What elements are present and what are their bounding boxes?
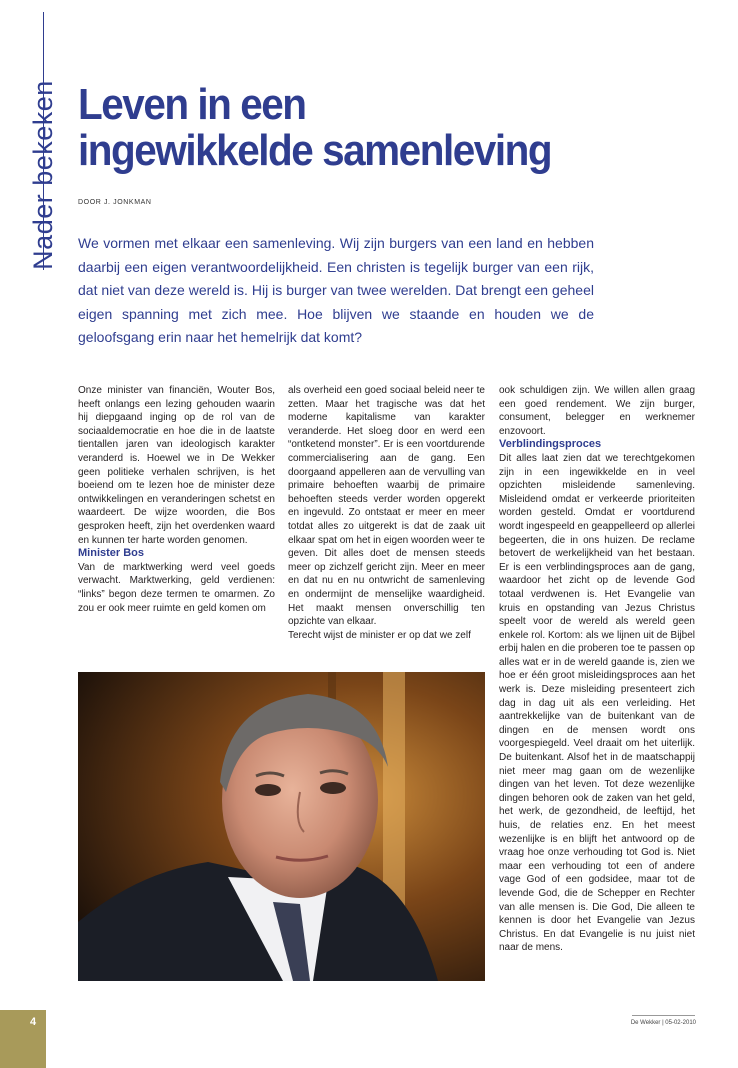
subheading-verblindingsproces: Verblindingsproces <box>499 438 602 451</box>
text-column-2 <box>288 384 485 642</box>
publication-footer: De Wekker | 05-02-2010 <box>630 1020 696 1026</box>
portrait-photo <box>78 672 485 981</box>
portrait-illustration <box>78 672 485 981</box>
body-paragraph: Van de marktwerking werd veel goeds verwacht. Marktwerking, geld verdienen: “links” begon deze termen te omarmen. Zo zou er ook meer ruimte en geld komen om <box>78 561 275 614</box>
subheading-minister-bos: Minister Bos <box>78 547 145 560</box>
byline: DOOR J. JONKMAN <box>78 199 152 206</box>
page-number: 4 <box>30 1016 37 1028</box>
footer-divider <box>632 1015 695 1016</box>
body-paragraph: ook schuldigen zijn. We willen allen graag een goed rendement. We zijn burger, consument, belegger en werknemer enzovoort. <box>499 385 695 437</box>
body-paragraph: als overheid een goed sociaal beleid neer te zetten. Maar het tragische was dat het moderne kapitalisme van karakter veranderde. Het sloeg door en werd een “ontketend monster”. Er is een voortdurende commercialisering aan de gang. Een doorgaand appelleren aan de vervulling van primaire behoeften waarbij de primaire behoeften steeds verder worden opgerekt en ingevuld. Zo ontstaat er meer en meer totdat alles zo uitgerekt is dat de zaak uit elkaar spat om het in eigen woorden weer te geven. Dit alles doet de mensen steeds meer op zichzelf gericht zijn. Meer en meer en dat nu en nu ontwricht de samenleving en ondermijnt de menselijke waardigheid. Het maakt mensen onverschillig ten opzichte van elkaar. <box>288 385 485 628</box>
body-paragraph: Terecht wijst de minister er op dat we zelf <box>288 629 471 641</box>
text-column-3 <box>499 384 695 955</box>
body-paragraph: Dit alles laat zien dat we terechtgekomen zijn in een ingewikkelde en in veel opzichten misleidende samenleving. Misleidend omdat er verkeerde prioriteiten worden gesteld. Omdat er voortdurend wordt ingespeeld en geappelleerd op allerlei begeerten, die in ons huizen. De reclame betovert de werkelijkheid van het bestaan. Er is een verblindingsproces aan de gang, waardoor het zicht op de levende God totaal verdwenen is. Het Evangelie van kruis en opstanding van Jezus Christus speelt voor de wereld als wereld geen enkele rol. Kortom: als we lijnen uit de Bijbel erbij halen en die proberen toe te passen op alles wat er in de wereld gaande is, zien we hoe er één groot misleidingsproces aan het werk is. Deze misleiding presenteert zich dag in dag uit als een verleiding. Het aantrekkelijke van de buitenkant van de dingen en de mensen wordt ons voorgespiegeld. Veel draait om het uiterlijk. De buitenkant. Alsof het in de maatschappij niet meer mag gaan om de wezenlijke dingen van het leven. Tot deze wezenlijke dingen behoren ook de zaken van het geld, het werk, de gezondheid, de leeftijd, het huis, de relaties enz. En het meest wezenlijke is en blijft het antwoord op de vraag hoe onze verhouding tot God is. Niet maar een verhouding tot een of andere vage God of een godsidee, maar tot de levende God, die de Schepper en Rechter van alle mensen is. Die God, Die alleen te kennen is door het Evangelie van Jezus Christus. En dat Evangelie is nu juist niet naar de mens. <box>499 452 695 954</box>
article-title <box>78 82 593 174</box>
title-line-2: ingewikkelde samenleving <box>78 126 552 175</box>
body-paragraph: Onze minister van financiën, Wouter Bos, heeft onlangs een lezing gehouden waarin hij diepgaand inging op de rol van de sociaaldemocratie en hoe die in de laatste tientallen jaren van ideologisch karakter veranderd is. Hoewel we in De Wekker geen politieke verhalen schrijven, is het boeiend om te lezen hoe de minister deze ontwikkelingen en veranderingen schetst en waardeert. De wijze woorden, die Bos gesproken heeft, zijn het overdenken waard en kunnen ter harte worden genomen. <box>78 385 275 546</box>
intro-paragraph: We vormen met elkaar een samenleving. Wij zijn burgers van een land en hebben daarbij een eigen verantwoordelijkheid. Een christen is tegelijk burger van een rijk, dat niet van deze wereld is. Hij is burger van twee werelden. Dat brengt een geheel eigen spanning met zich mee. Hoe blijven we staande en houden we de geloofsgang erin naar het hemelrijk dat komt? <box>78 235 594 345</box>
title-line-1: Leven in een <box>78 80 306 129</box>
section-label: Nader bekeken <box>28 80 58 270</box>
text-column-1 <box>78 384 275 615</box>
page-number-box <box>0 1010 46 1068</box>
